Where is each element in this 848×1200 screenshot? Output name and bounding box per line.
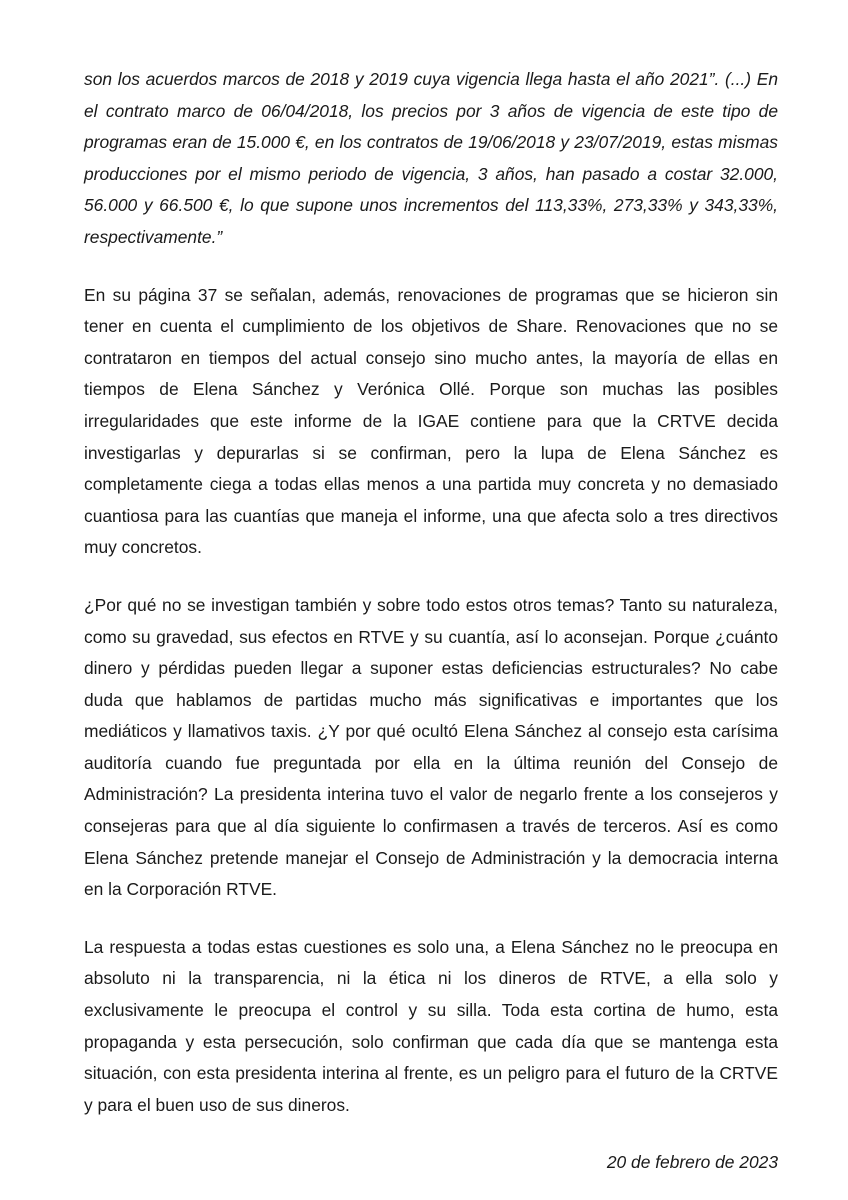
document-date: 20 de febrero de 2023 [606, 1152, 778, 1173]
paragraph-questions: ¿Por qué no se investigan también y sobre todo estos otros temas? Tanto su naturaleza, como su gravedad, sus efectos en RTVE y su cuantía, así lo aconsejan. Porque ¿cuánto dinero y pérdidas pueden llegar a suponer estas deficiencias estructurales? No cabe duda que hablamos de partidas mucho más significativas e importantes que los mediáticos y llamativos taxis. ¿Y por qué ocultó Elena Sánchez al consejo esta carísima auditoría cuando fue preguntada por ella en la última reunión del Consejo de Administración? La presidenta interina tuvo el valor de negarlo frente a los consejeros y consejeras para que al día siguiente lo confirmasen a través de terceros. Así es como Elena Sánchez pretende manejar el Consejo de Administración y la democracia interna en la Corporación RTVE. [84, 594, 778, 900]
paragraph-page-37: En su página 37 se señalan, además, renovaciones de programas que se hicieron sin tener en cuenta el cumplimiento de los objetivos de Share. Renovaciones que no se contrataron en tiempos del actual consejo sino mucho antes, la mayoría de ellas en tiempos de Elena Sánchez y Verónica Ollé. Porque son muchas las posibles irregularidades que este informe de la IGAE contiene para que la CRTVE decida investigarlas y depurarlas si se confirman, pero la lupa de Elena Sánchez es completamente ciega a todas ellas menos a una partida muy concreta y no demasiado cuantiosa para las cuantías que maneja el informe, una que afecta solo a tres directivos muy concretos. [84, 284, 778, 558]
paragraph-conclusion: La respuesta a todas estas cuestiones es solo una, a Elena Sánchez no le preocupa en absoluto ni la transparencia, ni la ética ni los dineros de RTVE, a ella solo y exclusivamente le preocupa el control y su silla. Toda esta cortina de humo, esta propaganda y esta persecución, solo confirman que cada día que se mantenga esta situación, con esta presidenta interina al frente, es un peligro para el futuro de la CRTVE y para el buen uso de sus dineros. [84, 936, 778, 1115]
document-page [84, 64, 778, 1179]
quoted-paragraph: son los acuerdos marcos de 2018 y 2019 cuya vigencia llega hasta el año 2021”. (...) En el contrato marco de 06/04/2018, los precios por 3 años de vigencia de este tipo de programas eran de 15.000 €, en los contratos de 19/06/2018 y 23/07/2019, estas mismas producciones por el mismo periodo de vigencia, 3 años, han pasado a costar 32.000, 56.000 y 66.500 €, lo que supone unos incrementos del 113,33%, 273,33% y 343,33%, respectivamente.” [84, 69, 778, 247]
